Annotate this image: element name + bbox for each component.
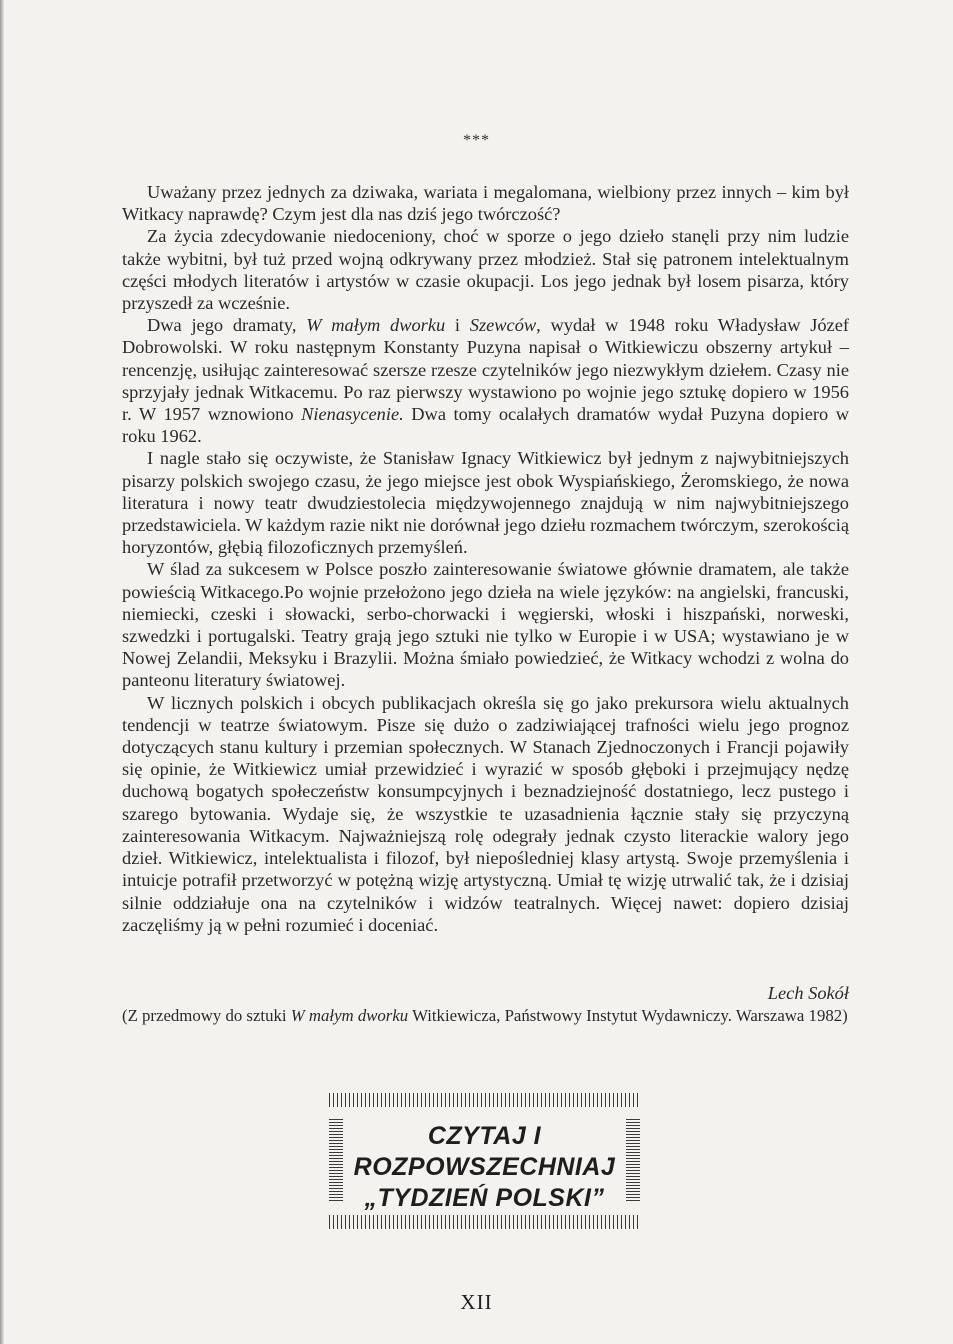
paragraph-1: Uważany przez jednych za dziwaka, wariata i megalomana, wielbiony przez innych – kim był Witkacy naprawdę? Czym jest dla nas dziś jego twórczość? bbox=[122, 182, 849, 225]
section-separator: *** bbox=[463, 132, 490, 149]
promo-border-right bbox=[626, 1119, 640, 1203]
page-number: XII bbox=[460, 1290, 493, 1314]
source-citation-text-b: Witkiewicza, Państwowy Instytut Wydawniczy. Warszawa 1982) bbox=[408, 1006, 848, 1025]
source-citation-title: W małym dworku bbox=[290, 1006, 409, 1025]
promo-line-3: „TYDZIEŃ POLSKI” bbox=[364, 1184, 605, 1212]
paragraph-4: I nagle stało się oczywiste, że Stanisław Ignacy Witkiewicz był jednym z najwybitniejszych pisarzy polskich swojego czasu, że jego miejsce jest obok Wyspiańskiego, Żeromskiego, że nowa literatura i nowy teatr dwudziestolecia międzywojennego znajdują w nim najwybitniejszego przedstawiciela. W każdym razie nikt nie dorównał jego dziełu rozmachem twórczym, szerokością horyzontów, głębią filozoficznych przemyśleń. bbox=[122, 448, 849, 558]
promo-border-bottom bbox=[329, 1215, 640, 1229]
paragraph-3-text-d: Dwa tomy ocalałych dramatów wydał Puzyna dopiero w roku 1962. bbox=[122, 404, 849, 447]
promo-line-2: ROZPOWSZECHNIAJ bbox=[353, 1153, 616, 1181]
promo-border-top bbox=[329, 1093, 640, 1107]
source-citation-text-a: (Z przedmowy do sztuki bbox=[122, 1006, 291, 1025]
paragraph-3-text-a: Dwa jego dramaty, bbox=[147, 315, 307, 336]
page-edge-shadow bbox=[0, 0, 4, 1344]
article-body bbox=[122, 181, 849, 936]
paragraph-3 bbox=[122, 314, 849, 447]
promo-slogan bbox=[349, 1121, 620, 1214]
promo-border-left bbox=[329, 1119, 343, 1203]
paragraph-2: Za życia zdecydowanie niedoceniony, choć w sporze o jego dzieło stanęli przy nim ludzie także wybitni, był tuż przed wojną odkrywany przez młodzież. Stał się patronem intelektualnym części młodych literatów i artystów w czasie okupacji. Los jego jednak był losem pisarza, który przyszedł za wcześnie. bbox=[122, 226, 849, 314]
promo-line-1: CZYTAJ I bbox=[427, 1122, 542, 1150]
author-signature: Lech Sokół bbox=[767, 983, 849, 1003]
paragraph-6: W licznych polskich i obcych publikacjach określa się go jako prekursora wielu aktualnych tendencji w teatrze światowym. Pisze się dużo o zadziwiającej trafności wielu jego prognoz dotyczących stanu kultury i przemian społecznych. W Stanach Zjednoczonych i Francji pojawiły się opinie, że Witkiewicz umiał przewidzieć i wyrazić w sposób głęboki i przejmujący nędzę duchową bogatych społeczeństw konsumpcyjnych i beznadziejność dostatniego, lecz pustego i szarego bytowania. Wydaje się, że wszystkie te uzasadnienia łącznie stały się przyczyną zainteresowania Witkacym. Najważniejszą rolę odegrały jednak czysto literackie walory jego dzieł. Witkiewicz, intelektualista i filozof, był niepośledniej klasy artystą. Swoje przemyślenia i intuicje potrafił przetworzyć w potężną wizję artystyczną. Umiał tę wizję utrwalić tak, że i dzisiaj silnie oddziałuje ona na czytelników i widzów teatralnych. Więcej nawet: dopiero dzisiaj zaczęliśmy ją w pełni rozumieć i doceniać. bbox=[122, 692, 849, 935]
source-citation bbox=[122, 1006, 849, 1025]
paragraph-3-text-c: , wydał w 1948 roku Władysław Józef Dobrowolski. W roku następnym Konstanty Puzyna napisał o Witkiewiczu obszerny artykuł – rencenzję, usiłując zainteresować szersze rzesze czytelników jego niezwykłym dziełem. Czasy nie sprzyjały jednak Witkacemu. Po raz pierwszy wystawiono po wojnie jego sztukę dopiero w 1956 r. W 1957 wznowiono bbox=[122, 315, 849, 425]
novel-title-nienasycenie: Nienasycenie. bbox=[301, 404, 404, 425]
paragraph-5: W ślad za sukcesem w Polsce poszło zainteresowanie światowe głównie dramatem, ale także powieścią Witkacego.Po wojnie przełożono jego dzieła na wiele języków: na angielski, francuski, niemiecki, czeski i słowacki, serbo-chorwacki i węgierski, włoski i hiszpański, norweski, szwedzki i portugalski. Teatry grają jego sztuki nie tylko w Europie i w USA; wystawiano je w Nowej Zelandii, Meksyku i Brazylii. Można śmiało powiedzieć, że Witkacy wchodzi z wolna do panteonu literatury światowej. bbox=[122, 559, 849, 691]
promo-stamp-box bbox=[329, 1093, 640, 1229]
play-title-szewcow: Szewców bbox=[469, 315, 537, 336]
paragraph-3-text-b: i bbox=[445, 315, 470, 336]
play-title-w-malym-dworku: W małym dworku bbox=[306, 315, 446, 336]
